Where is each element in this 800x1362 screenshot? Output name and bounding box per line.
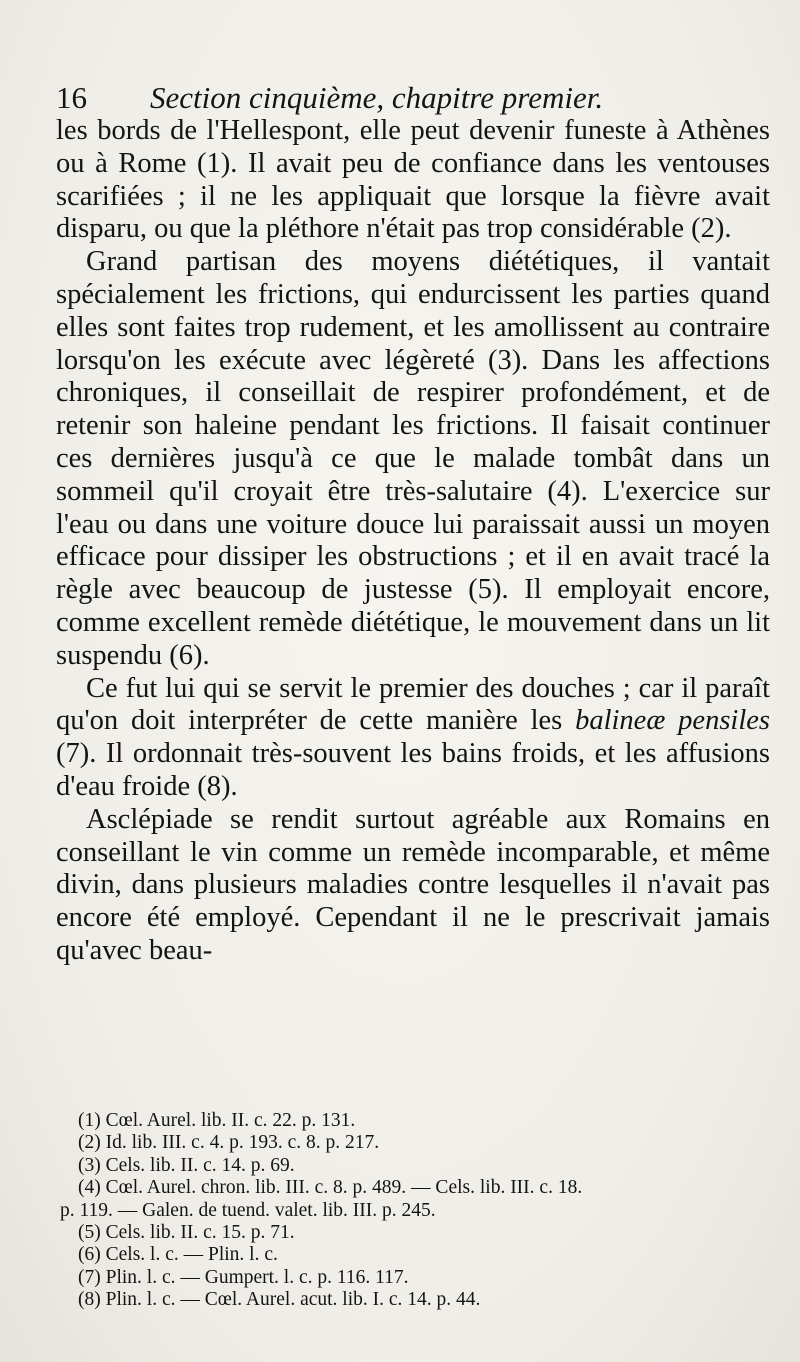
paragraph: Asclépiade se rendit surtout agréable aux Romains en conseillant le vin comme un remède incomparable, et même divin, dans plusieurs maladies contre lesquelles il n'avait pas encore été employé. Cependant il ne le prescrivait jamais qu'avec beau- (56, 803, 770, 966)
footnote: (6) Cels. l. c. — Plin. l. c. (78, 1244, 278, 1266)
footnote: (3) Cels. lib. II. c. 14. p. 69. (78, 1154, 295, 1176)
italic-term: balineæ pensiles (575, 705, 770, 737)
footnote: (1) Cœl. Aurel. lib. II. c. 22. p. 131. (78, 1110, 356, 1131)
paragraph (56, 673, 770, 804)
footnote-continuation: p. 119. — Galen. de tuend. valet. lib. III. p. 245. (60, 1199, 436, 1221)
page-header (56, 80, 756, 120)
footnote: (5) Cels. lib. II. c. 15. p. 71. (78, 1222, 295, 1244)
footnote: (7) Plin. l. c. — Gumpert. l. c. p. 116. 117. (78, 1266, 409, 1288)
paragraph-text: Ce fut lui qui se servit le premier des douches ; car il paraît qu'on doit interpréter de cette manière les (56, 672, 770, 737)
paragraph-text: (7). Il ordonnait très-souvent les bains froids, et les affusions d'eau froide (8). (56, 738, 770, 802)
footnote: (2) Id. lib. III. c. 4. p. 193. c. 8. p. 217. (78, 1132, 380, 1154)
running-title: Section cinquième, chapitre premier. (150, 80, 604, 115)
footnotes (60, 1110, 780, 1312)
paragraph: Grand partisan des moyens diététiques, il vantait spécialement les frictions, qui endurcissent les parties quand elles sont faites trop rudement, et les amollissent au contraire lorsqu'on les exécute avec légèreté (3). Dans les affections chroniques, il conseillait de respirer profondément, et de retenir son haleine pendant les frictions. Il faisait continuer ces dernières jusqu'à ce que le malade tombât dans un sommeil qu'il croyait être très-salutaire (4). L'exercice sur l'eau ou dans une voiture douce lui paraissait aussi un moyen efficace pour dissiper les obstructions ; et il en avait tracé la règle avec beaucoup de justesse (5). Il employait encore, comme excellent remède diététique, le mouvement dans un lit suspendu (6). (56, 246, 770, 671)
footnote: (8) Plin. l. c. — Cœl. Aurel. acut. lib. I. c. 14. p. 44. (78, 1289, 481, 1311)
footnote: (4) Cœl. Aurel. chron. lib. III. c. 8. p. 489. — Cels. lib. III. c. 18. (78, 1177, 583, 1199)
main-text (56, 115, 770, 968)
paragraph: les bords de l'Hellespont, elle peut devenir funeste à Athènes ou à Rome (1). Il avait peu de confiance dans les ventouses scarifiées ; il ne les appliquait que lorsque la fièvre avait disparu, ou que la pléthore n'était pas trop considérable (2). (56, 115, 770, 245)
page-number: 16 (56, 80, 87, 115)
